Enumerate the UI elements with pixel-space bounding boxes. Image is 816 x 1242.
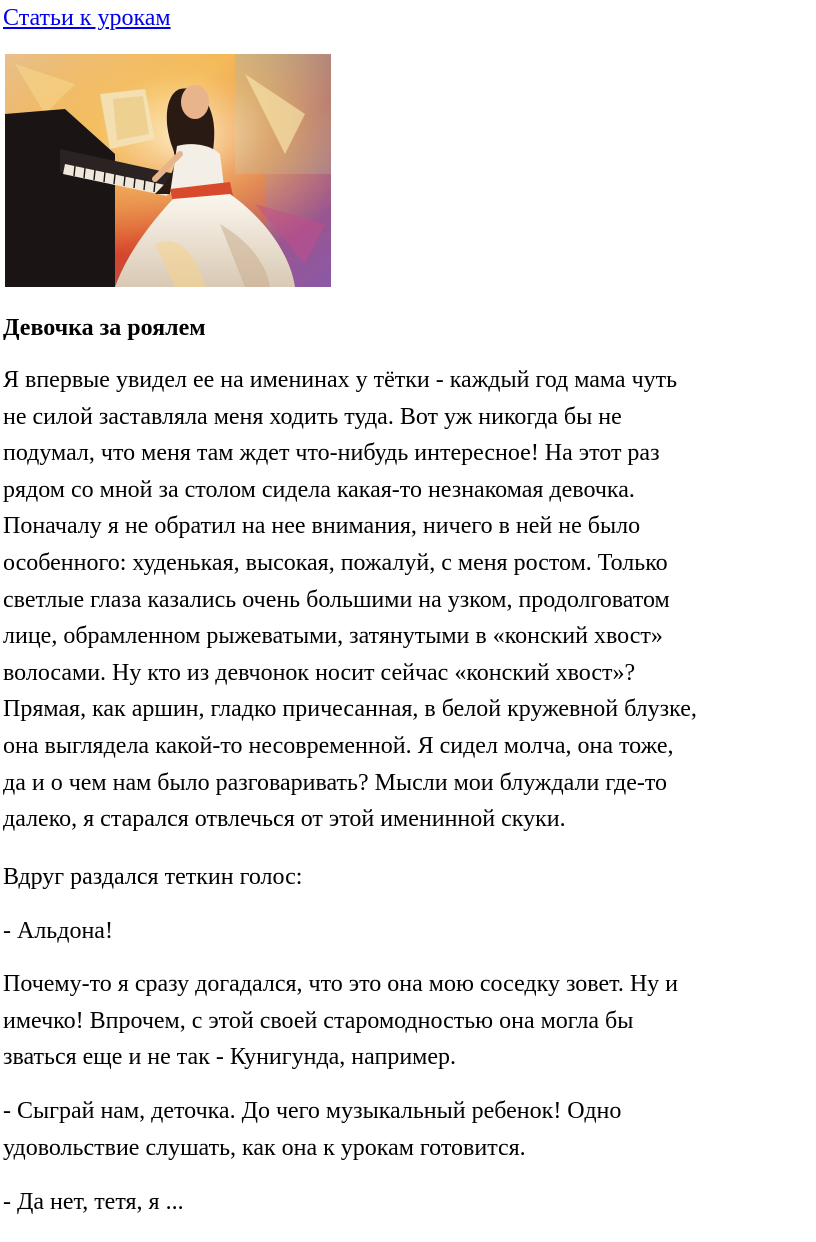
text-line: Вдруг раздался теткин голос: [3, 864, 303, 890]
text-line: удовольствие слушать, как она к урокам готовится. [3, 1134, 526, 1161]
article-paragraph-4 [3, 966, 815, 1076]
text-line: подумал, что меня там ждет что-нибудь интересное! На этот раз [3, 440, 660, 467]
text-line: да и о чем нам было разговаривать? Мысли мои блуждали где-то [3, 769, 668, 796]
text-line: светлые глаза казались очень большими на узком, продолговатом [3, 586, 670, 613]
girl-at-piano-illustration [5, 54, 331, 287]
text-line: - Альдона! [3, 918, 113, 944]
article-paragraph-5 [3, 1093, 815, 1166]
text-line: она выглядела какой-то несовременной. Я сидел молча, она тоже, [3, 732, 674, 759]
text-line: Почему-то я сразу догадался, что это она мою соседку зовет. Ну и [3, 971, 678, 997]
article-paragraph-2 [3, 859, 815, 896]
text-line: Поначалу я не обратил на нее внимания, ничего в ней не было [3, 513, 641, 540]
text-line: не силой заставляла меня ходить туда. Вот уж никогда бы не [3, 403, 622, 430]
text-line: зваться еще и не так - Кунигунда, например. [3, 1044, 457, 1071]
text-line: далеко, я старался отвлечься от этой именинной скуки. [3, 806, 566, 833]
article-paragraph-3 [3, 913, 815, 950]
text-line: волосами. Ну кто из девчонок носит сейчас «конский хвост»? [3, 659, 636, 686]
text-line: лице, обрамленном рыжеватыми, затянутыми в «конский хвост» [3, 623, 663, 650]
text-line: рядом со мной за столом сидела какая-то незнакомая девочка. [3, 476, 635, 503]
text-line: имечко! Впрочем, с этой своей старомодностью она могла бы [3, 1007, 634, 1034]
breadcrumb-link-lessons-articles[interactable]: Статьи к урокам [3, 5, 171, 31]
article-paragraph-1 [3, 362, 815, 838]
text-line: особенного: худенькая, высокая, пожалуй, с меня ростом. Только [3, 549, 668, 576]
text-line: - Да нет, тетя, я ... [3, 1189, 184, 1215]
text-line: Я впервые увидел ее на именинах у тётки - каждый год мама чуть [3, 367, 678, 393]
article-paragraph-6 [3, 1184, 815, 1221]
article-title: Девочка за роялем [3, 315, 206, 341]
text-line: Прямая, как аршин, гладко причесанная, в белой кружевной блузке, [3, 696, 697, 723]
text-line: - Сыграй нам, деточка. До чего музыкальный ребенок! Одно [3, 1098, 622, 1124]
